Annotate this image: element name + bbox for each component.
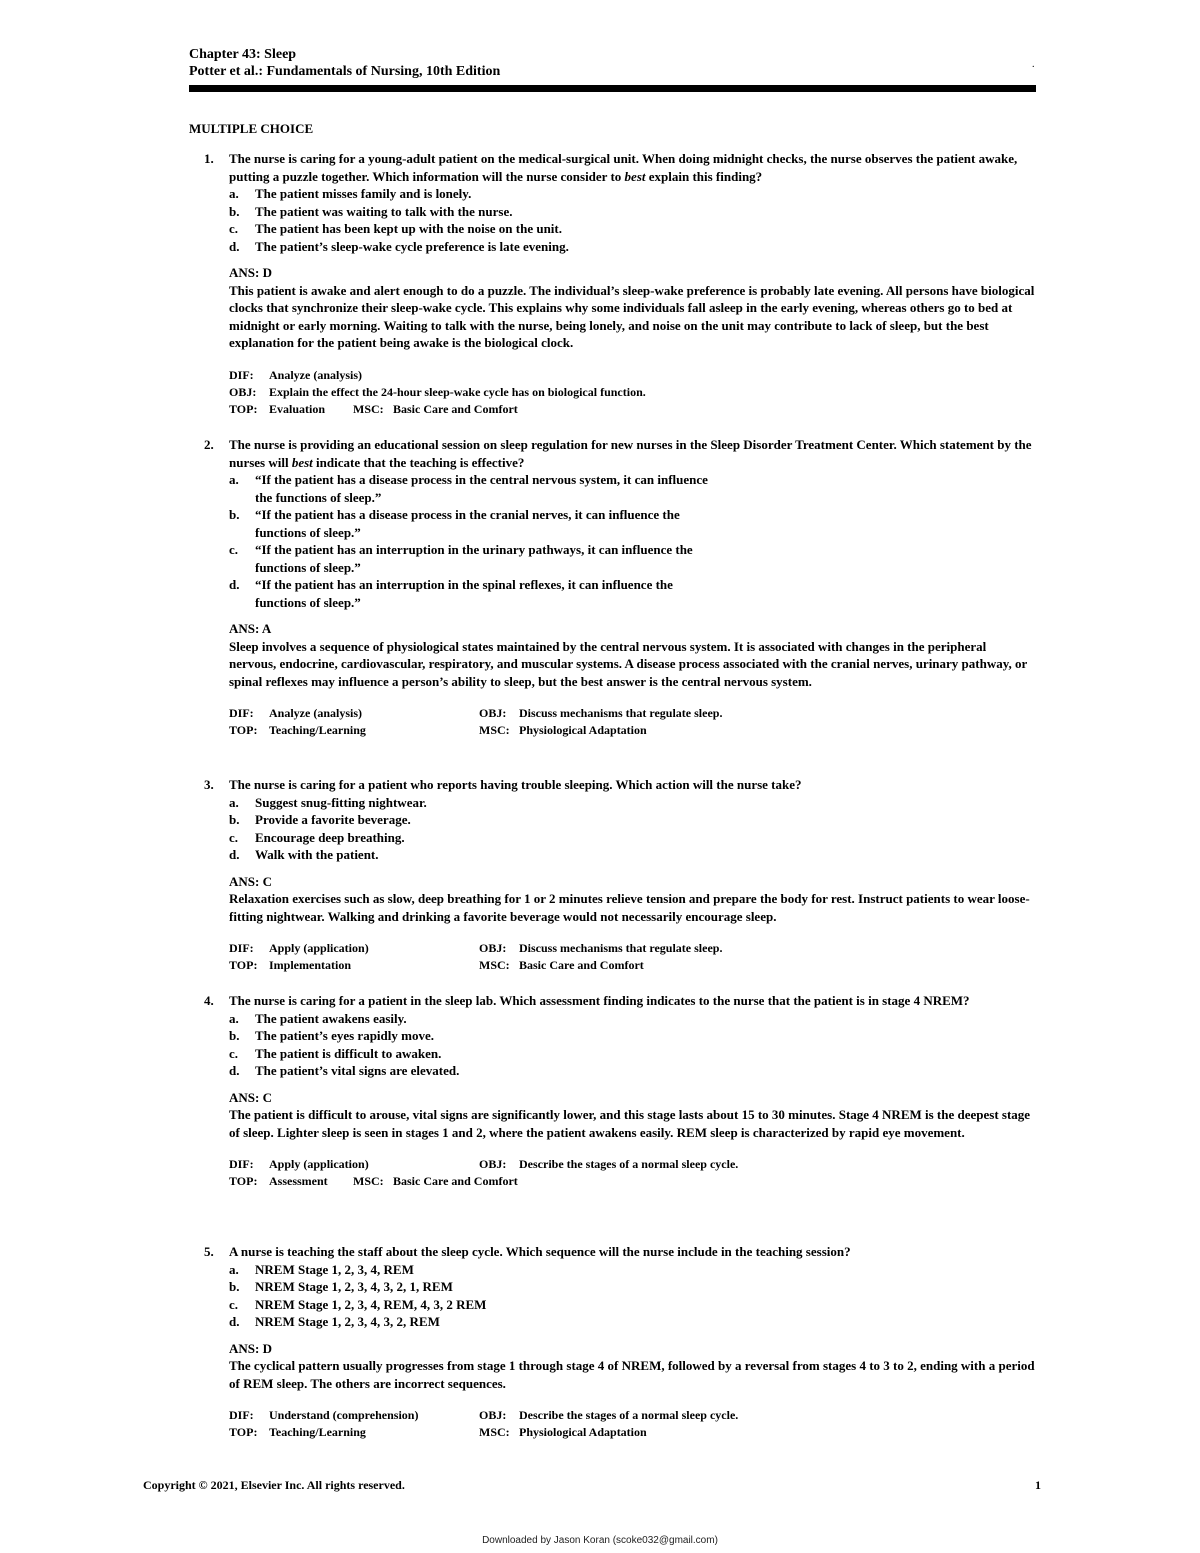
question-number: 3. (204, 777, 214, 792)
option-a: a. “If the patient has a disease process in the central nervous system, it can influence the functions of sleep.” (229, 472, 708, 505)
question-1 (204, 150, 1036, 418)
option-c: c. NREM Stage 1, 2, 3, 4, REM, 4, 3, 2 REM (229, 1296, 487, 1312)
book-title: Potter et al.: Fundamentals of Nursing, 10th Edition (189, 64, 501, 79)
copyright-notice: Copyright © 2021, Elsevier Inc. All rights reserved. (143, 1478, 405, 1492)
option-d: d. The patient’s sleep-wake cycle preference is late evening. (229, 238, 569, 254)
question-stem: 3. The nurse is caring for a patient who reports having trouble sleeping. Which action will the nurse take? (204, 777, 802, 792)
question-stem: 5. A nurse is teaching the staff about the sleep cycle. Which sequence will the nurse include in the teaching session? (204, 1244, 851, 1259)
option-b: b. “If the patient has a disease process in the cranial nerves, it can influence the functions of sleep.” (229, 507, 680, 540)
page-header (189, 46, 1037, 80)
question-5 (204, 1243, 1036, 1441)
answer-key: ANS: A (229, 621, 272, 636)
option-d: d. The patient’s vital signs are elevated. (229, 1063, 460, 1078)
answer-key: ANS: C (229, 1089, 272, 1105)
rationale: The patient is difficult to arouse, vital signs are significantly lower, and this stage lasts about 15 to 30 minutes. Stage 4 NREM is the deepest stage of sleep. Lighter sleep is seen in stages 1 and 2, where the patient awakens easily. REM sleep is characterized by rapid eye movement. (229, 1107, 1031, 1140)
option-d: d. NREM Stage 1, 2, 3, 4, 3, 2, REM (229, 1314, 440, 1329)
header-rule (189, 85, 1036, 92)
option-c: c. The patient is difficult to awaken. (229, 1045, 442, 1061)
option-d: d. Walk with the patient. (229, 847, 379, 862)
question-number: 5. (204, 1244, 214, 1259)
option-a: a. NREM Stage 1, 2, 3, 4, REM (229, 1261, 414, 1277)
question-4 (204, 992, 1036, 1190)
answer-key: ANS: D (229, 265, 272, 280)
option-c: c. The patient has been kept up with the noise on the unit. (229, 221, 562, 236)
chapter-title: Chapter 43: Sleep (189, 47, 297, 62)
question-metadata: DIF: Analyze (analysis) OBJ: Explain the effect the 24-hour sleep-wake cycle has on biological function. TOP: Evaluation MSC: Basic Care and Comfort (229, 367, 646, 416)
option-a: a. The patient awakens easily. (229, 1010, 407, 1026)
rationale: Relaxation exercises such as slow, deep breathing for 1 or 2 minutes relieve tension and prepare the body for rest. Instruct patients to wear loose-fitting nightwear. Walking and drinking a favorite beverage would not necessarily encourage sleep. (229, 891, 1030, 924)
option-b: b. The patient was waiting to talk with the nurse. (229, 203, 513, 219)
question-number: 1. (204, 151, 214, 166)
question-metadata: DIF: Analyze (analysis) OBJ: Discuss mechanisms that regulate sleep. TOP: Teaching/Learning MSC: Physiological Adaptation (229, 706, 723, 737)
answer-key: ANS: D (229, 1340, 272, 1356)
option-b: b. The patient’s eyes rapidly move. (229, 1028, 434, 1043)
option-a: a. The patient misses family and is lonely. (229, 186, 472, 201)
option-c: c. Encourage deep breathing. (229, 829, 405, 845)
question-number: 2. (204, 437, 214, 452)
question-stem: 1. The nurse is caring for a young-adult patient on the medical-surgical unit. When doing midnight checks, the nurse observes the patient awake, putting a puzzle together. Which information will the nurse consider to best explain this finding? (204, 151, 1018, 184)
question-number: 4. (204, 993, 214, 1008)
question-stem: 2. The nurse is providing an educational session on sleep regulation for new nurses in the Sleep Disorder Treatment Center. Which statement by the nurses will best indicate that the teaching is effective? (204, 437, 1032, 470)
question-3 (204, 776, 1036, 974)
option-b: b. NREM Stage 1, 2, 3, 4, 3, 2, 1, REM (229, 1279, 453, 1294)
page-number: 1 (1035, 1478, 1041, 1492)
rationale: Sleep involves a sequence of physiological states maintained by the central nervous system. It is associated with changes in the peripheral nervous, endocrine, cardiovascular, respiratory, and muscular systems. A disease process associated with the cranial nerves, urinary pathway, or spinal reflexes may influence a person’s ability to sleep, but the best answer is the central nervous system. (229, 638, 1028, 689)
option-d: d. “If the patient has an interruption in the spinal reflexes, it can influence the functions of sleep.” (229, 577, 673, 610)
download-watermark: Downloaded by Jason Koran (scoke032@gmail.com) (482, 1535, 718, 1546)
rationale: This patient is awake and alert enough to do a puzzle. The individual’s sleep-wake preference is probably late evening. All persons have biological clocks that synchronize their sleep-wake cycle. This explains why some individuals fall asleep in the early evening, whereas others go to bed at midnight or early morning. Waiting to talk with the nurse, being lonely, and noise on the unit may contribute to lack of sleep, but the best explanation for the patient being awake is the biological clock. (229, 282, 1035, 350)
option-c: c. “If the patient has an interruption in the urinary pathways, it can influence the functions of sleep.” (229, 542, 693, 575)
question-metadata: DIF: Understand (comprehension) OBJ: Describe the stages of a normal sleep cycle. TOP: Teaching/Learning MSC: Physiological Adaptation (229, 1408, 739, 1439)
question-metadata: DIF: Apply (application) OBJ: Discuss mechanisms that regulate sleep. TOP: Implementation MSC: Basic Care and Comfort (229, 941, 723, 972)
question-2 (204, 436, 1036, 739)
question-metadata: DIF: Apply (application) OBJ: Describe the stages of a normal sleep cycle. TOP: Assessment MSC: Basic Care and Comfort (229, 1157, 739, 1188)
question-stem: 4. The nurse is caring for a patient in the sleep lab. Which assessment finding indicates to the nurse that the patient is in stage 4 NREM? (204, 993, 970, 1008)
option-a: a. Suggest snug-fitting nightwear. (229, 794, 427, 810)
rationale: The cyclical pattern usually progresses from stage 1 through stage 4 of NREM, followed by a reversal from stages 4 to 3 to 2, ending with a period of REM sleep. The others are incorrect sequences. (229, 1358, 1035, 1391)
header-mark: . (1032, 59, 1035, 70)
section-title: MULTIPLE CHOICE (189, 121, 314, 136)
option-b: b. Provide a favorite beverage. (229, 812, 411, 827)
answer-key: ANS: C (229, 873, 272, 889)
